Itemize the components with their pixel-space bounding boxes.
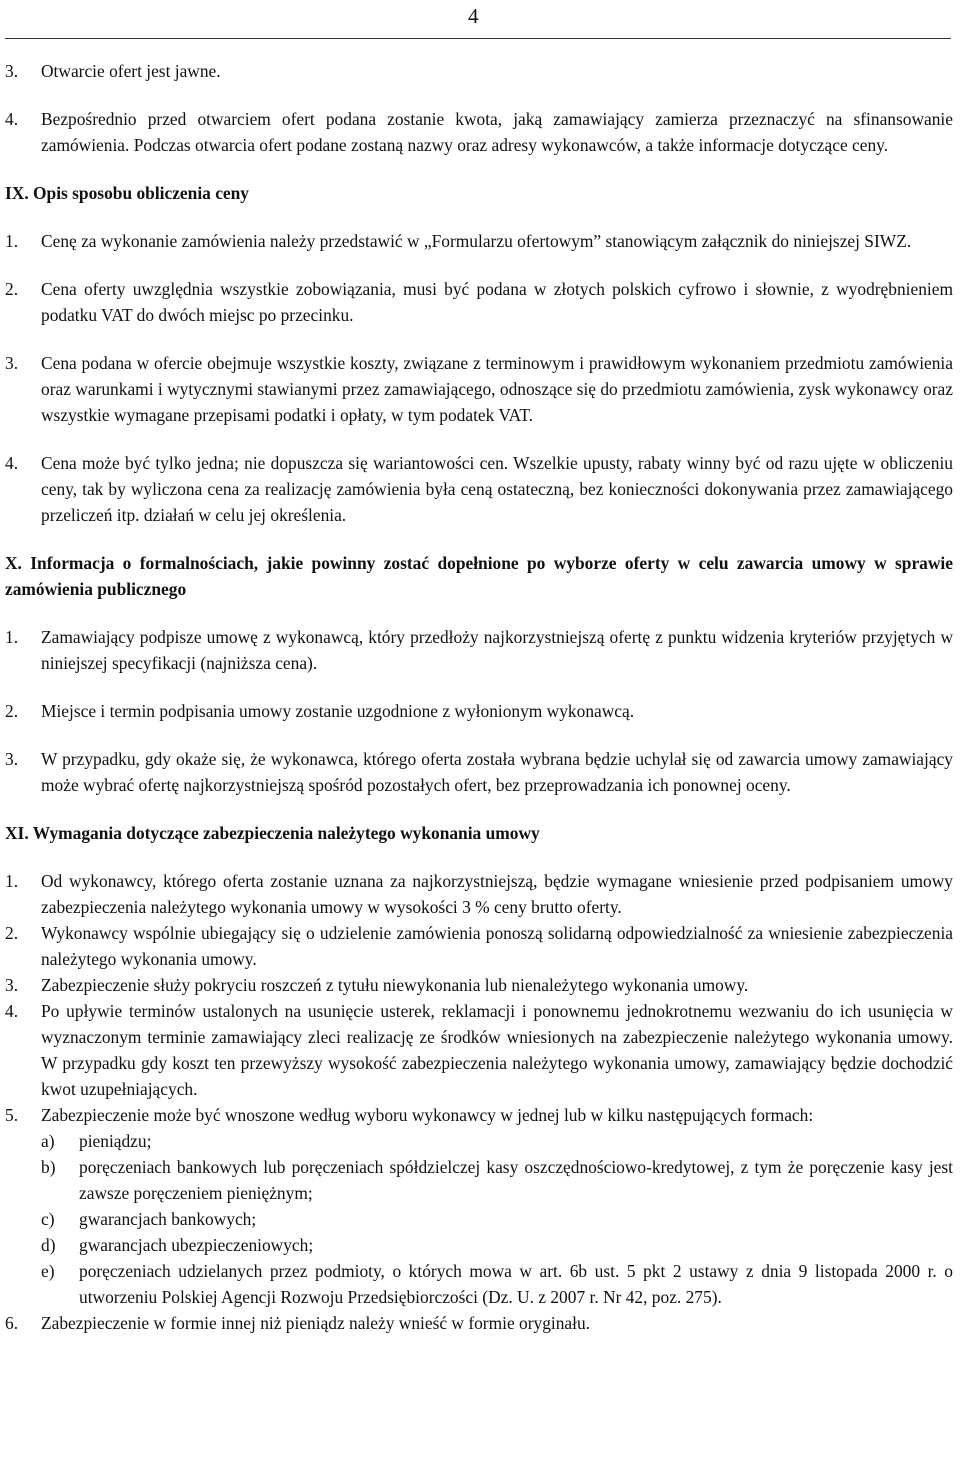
item-text: Po upływie terminów ustalonych na usunięcie usterek, reklamacji i ponownemu jednokrotnemu wezwaniu do ich usunięcia w wyznaczonym terminie zamawiający zleci realizację ze środków wniesionych na zabezpieczenie należytego wykonania umowy. W przypadku gdy koszt ten przewyższy wysokość zabezpieczenia należytego wykonania umowy, zamawiający będzie dochodzić kwot uzupełniających. [41, 1001, 953, 1099]
list-item [5, 276, 953, 328]
item-text: Otwarcie ofert jest jawne. [41, 61, 221, 81]
item-number: 1. [5, 627, 19, 647]
item-text: Zabezpieczenie w formie innej niż pieniądz należy wnieść w formie oryginału. [41, 1313, 591, 1333]
item-text: Zamawiający podpisze umowę z wykonawcą, który przedłoży najkorzystniejszą ofertę z punktu widzenia kryteriów przyjętych w niniejszej specyfikacji (najniższa cena). [41, 627, 953, 673]
item-number: 3. [5, 749, 19, 769]
list-item [5, 698, 953, 724]
section-heading-ix: IX. Opis sposobu obliczenia ceny [5, 183, 249, 203]
sub-item-letter: b) [41, 1157, 56, 1177]
sub-item-letter: a) [41, 1131, 55, 1151]
sub-item-text: pieniądzu; [79, 1131, 152, 1151]
item-text: W przypadku, gdy okaże się, że wykonawca, którego oferta została wybrana będzie uchylał się od zawarcia umowy zamawiający może wybrać ofertę najkorzystniejszą spośród pozostałych ofert, bez przeprowadzania ich ponownej oceny. [41, 749, 953, 795]
item-number: 2. [5, 701, 19, 721]
list-item [5, 998, 953, 1102]
sub-item-letter: d) [41, 1235, 56, 1255]
item-number: 2. [5, 279, 19, 299]
list-item [5, 350, 953, 428]
item-number: 4. [5, 109, 19, 129]
section-heading-xi: XI. Wymagania dotyczące zabezpieczenia należytego wykonania umowy [5, 823, 540, 843]
item-text: Miejsce i termin podpisania umowy zostanie uzgodnione z wyłonionym wykonawcą. [41, 701, 635, 721]
sub-list-item [41, 1206, 953, 1232]
item-number: 4. [5, 1001, 19, 1021]
item-text: Bezpośrednio przed otwarciem ofert podana zostanie kwota, jaką zamawiający zamierza przeznaczyć na sfinansowanie zamówienia. Podczas otwarcia ofert podane zostaną nazwy oraz adresy wykonawców, a także informacje dotyczące ceny. [41, 109, 953, 155]
list-item [5, 106, 953, 158]
list-item [5, 746, 953, 798]
item-number: 4. [5, 453, 19, 473]
item-text: Od wykonawcy, którego oferta zostanie uznana za najkorzystniejszą, będzie wymagane wniesienie przed podpisaniem umowy zabezpieczenia należytego wykonania umowy w wysokości 3 % ceny brutto oferty. [41, 871, 953, 917]
item-number: 3. [5, 353, 19, 373]
list-item [5, 58, 953, 84]
sub-item-text: poręczeniach bankowych lub poręczeniach spółdzielczej kasy oszczędnościowo-kredytowej, z tym że poręczenie kasy jest zawsze poręczeniem pieniężnym; [79, 1157, 953, 1203]
sub-item-text: gwarancjach ubezpieczeniowych; [79, 1235, 314, 1255]
item-number: 1. [5, 871, 19, 891]
sub-list-item [41, 1232, 953, 1258]
item-text: Cena oferty uwzględnia wszystkie zobowiązania, musi być podana w złotych polskich cyfrowo i słownie, z wyodrębnieniem podatku VAT do dwóch miejsc po przecinku. [41, 279, 953, 325]
page-number: 4 [468, 4, 479, 28]
item-text: Zabezpieczenie służy pokryciu roszczeń z tytułu niewykonania lub nienależytego wykonania umowy. [41, 975, 749, 995]
list-item [5, 624, 953, 676]
item-number: 1. [5, 231, 19, 251]
item-text: Cena podana w ofercie obejmuje wszystkie koszty, związane z terminowym i prawidłowym wykonaniem przedmiotu zamówienia oraz warunkami i wytycznymi stawianymi przez zamawiającego, odnoszące się do przedmiotu zamówienia, zysk wykonawcy oraz wszystkie wymagane przepisami podatki i opłaty, w tym podatek VAT. [41, 353, 953, 425]
item-number: 5. [5, 1105, 19, 1125]
list-item [5, 920, 953, 972]
sub-item-text: gwarancjach bankowych; [79, 1209, 257, 1229]
header-rule [5, 38, 951, 39]
item-text: Zabezpieczenie może być wnoszone według wyboru wykonawcy w jednej lub w kilku następujących formach: [41, 1105, 814, 1125]
document-body [5, 58, 953, 1336]
sub-list-item [41, 1258, 953, 1310]
page-header [0, 0, 960, 40]
item-number: 3. [5, 61, 19, 81]
item-text: Wykonawcy wspólnie ubiegający się o udzielenie zamówienia ponoszą solidarną odpowiedzialność za wniesienie zabezpieczenia należytego wykonania umowy. [41, 923, 953, 969]
item-number: 3. [5, 975, 19, 995]
item-text: Cenę za wykonanie zamówienia należy przedstawić w „Formularzu ofertowym” stanowiącym załącznik do niniejszej SIWZ. [41, 231, 912, 251]
list-item [5, 1310, 953, 1336]
list-item [5, 972, 953, 998]
list-item [5, 1102, 953, 1310]
list-item [5, 868, 953, 920]
list-item [5, 450, 953, 528]
sub-item-text: poręczeniach udzielanych przez podmioty, o których mowa w art. 6b ust. 5 pkt 2 ustawy z dnia 9 listopada 2000 r. o utworzeniu Polskiej Agencji Rozwoju Przedsiębiorczości (Dz. U. z 2007 r. Nr 42, poz. 275). [79, 1261, 953, 1307]
sub-list-item [41, 1128, 953, 1154]
sub-item-letter: c) [41, 1209, 55, 1229]
item-text: Cena może być tylko jedna; nie dopuszcza się wariantowości cen. Wszelkie upusty, rabaty winny być od razu ujęte w obliczeniu ceny, tak by wyliczona cena za realizację zamówienia była ceną ostateczną, bez konieczności dokonywania przez zamawiającego przeliczeń itp. działań w celu jej określenia. [41, 453, 953, 525]
list-item [5, 228, 953, 254]
section-heading-x: X. Informacja o formalnościach, jakie powinny zostać dopełnione po wyborze oferty w celu zawarcia umowy w sprawie zamówienia publicznego [5, 553, 953, 599]
item-number: 2. [5, 923, 19, 943]
sub-item-letter: e) [41, 1261, 55, 1281]
item-number: 6. [5, 1313, 19, 1333]
sub-list-item [41, 1154, 953, 1206]
